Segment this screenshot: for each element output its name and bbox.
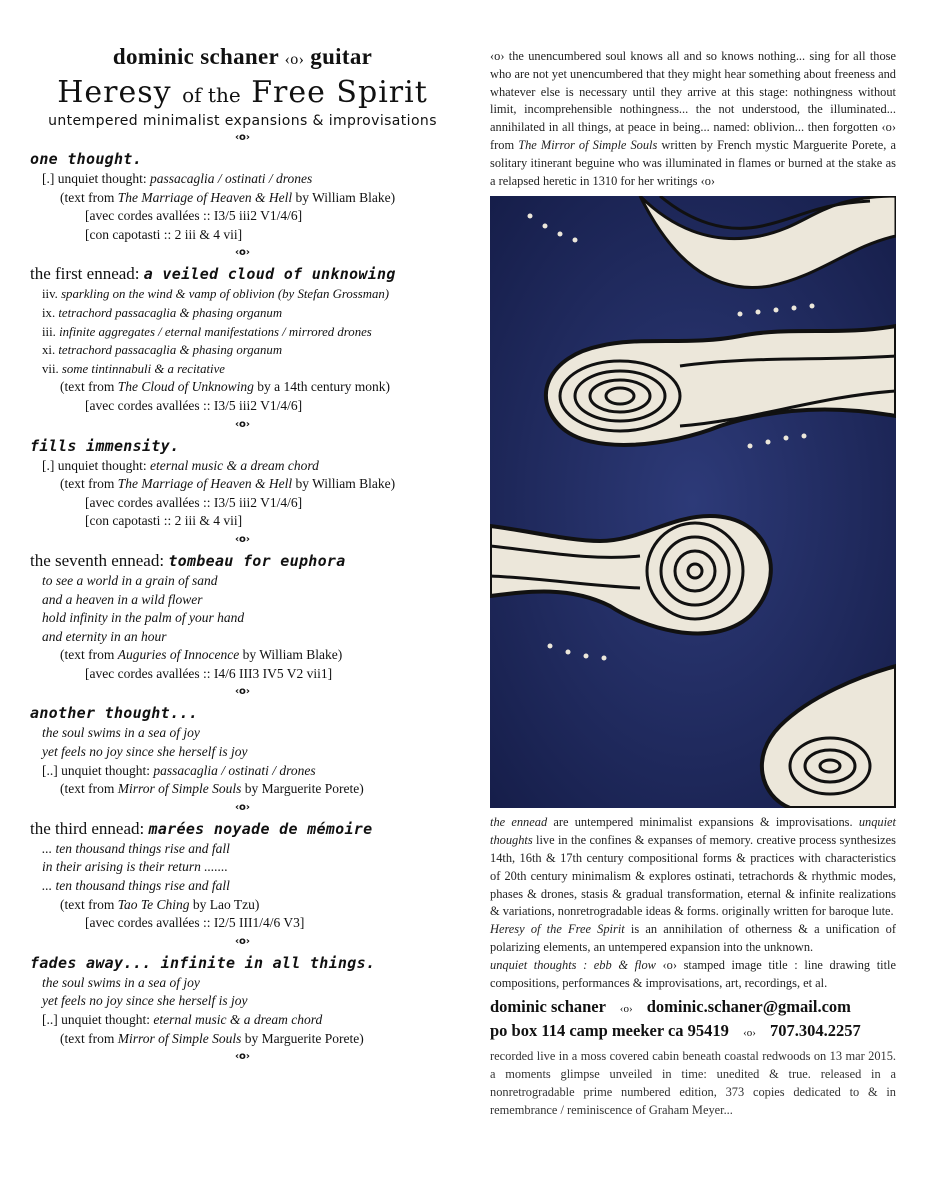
line-plain: [.] unquiet thought: — [42, 171, 150, 186]
section-heading-title: fills immensity. — [30, 436, 180, 455]
image-title-text: ‹o› stamped image title : line drawing title compositions, performances & improvisations, art, recordings, et al. — [490, 957, 896, 990]
contact-email[interactable]: dominic.schaner@gmail.com — [646, 997, 851, 1017]
section-line — [30, 378, 455, 397]
section-heading-prefix: the first ennead: — [30, 264, 144, 284]
track-section — [30, 952, 455, 1066]
section-line — [30, 914, 455, 933]
section-line — [30, 170, 455, 189]
section-separator: ‹o› — [234, 533, 251, 545]
section-heading-title: marées noyade de mémoire — [148, 819, 373, 838]
line-after: by William Blake) — [292, 189, 396, 205]
line-italic: tetrachord passacaglia & phasing organum — [58, 305, 283, 320]
contact-name: dominic schaner — [490, 997, 606, 1017]
line-after: by Marguerite Porete) — [241, 781, 364, 797]
line-plain: [..] unquiet thought: — [42, 762, 154, 778]
line-plain: iiv. — [42, 287, 62, 302]
line-italic: yet feels no joy since she herself is joy — [42, 744, 248, 760]
section-line — [30, 780, 455, 799]
section-heading — [30, 550, 455, 572]
section-line — [30, 475, 455, 494]
intro-paragraph — [490, 48, 896, 190]
section-separator: ‹o› — [234, 418, 251, 430]
line-plain: [con capotasti :: 2 iii & 4 vii] — [85, 226, 243, 242]
section-line — [30, 628, 455, 647]
section-line — [30, 189, 455, 208]
line-plain: vii. — [42, 361, 62, 376]
image-title: unquiet thoughts : ebb & flow — [490, 957, 656, 972]
line-italic: eternal music & a dream chord — [150, 457, 319, 473]
track-section — [30, 435, 455, 549]
line-italic: infinite aggregates / eternal manifestations / mirrored drones — [59, 324, 372, 339]
line-italic: and eternity in an hour — [42, 628, 167, 644]
section-line — [30, 304, 455, 323]
section-line — [30, 762, 455, 781]
line-italic: and a heaven in a wild flower — [42, 591, 203, 607]
heresy-title: Heresy of the Free Spirit — [490, 922, 625, 937]
line-plain: [avec cordes avallées :: I3/5 iii2 V1/4/6] — [85, 494, 303, 510]
section-line — [30, 974, 455, 993]
line-plain: (text from — [60, 647, 118, 663]
line-plain: (text from — [60, 1030, 118, 1046]
heresy-paragraph — [490, 921, 896, 957]
section-line — [30, 323, 455, 342]
line-italic: yet feels no joy since she herself is joy — [42, 993, 248, 1009]
line-after: by Lao Tzu) — [189, 896, 260, 912]
line-italic: in their arising is their return ....... — [42, 859, 228, 875]
section-heading-prefix: the third ennead: — [30, 818, 149, 838]
description-paragraph — [490, 814, 896, 921]
section-heading-title: fades away... infinite in all things. — [30, 953, 376, 972]
line-italic: Mirror of Simple Souls — [117, 781, 242, 797]
section-separator: ‹o› — [234, 1051, 251, 1063]
line-italic: Auguries of Innocence — [117, 647, 240, 663]
section-line — [30, 226, 455, 245]
section-line — [30, 285, 455, 304]
intro-book: The Mirror of Simple Souls — [518, 137, 658, 152]
line-italic: sparkling on the wind & vamp of oblivion (by Stefan Grossman) — [61, 287, 390, 302]
line-plain: [avec cordes avallées :: I4/6 III3 IV5 V2 vii1] — [85, 665, 333, 681]
performer-name: dominic schaner — [112, 44, 279, 69]
line-italic: the soul swims in a sea of joy — [42, 974, 200, 990]
line-plain: (text from — [60, 476, 118, 492]
line-italic: some tintinnabuli & a recitative — [61, 361, 225, 376]
section-line — [30, 494, 455, 513]
section-line — [30, 877, 455, 896]
section-heading — [30, 702, 455, 724]
section-heading — [30, 435, 455, 457]
section-line — [30, 360, 455, 379]
section-line — [30, 512, 455, 531]
desc-unquiet: unquiet thoughts — [490, 815, 896, 848]
desc-unquiet-text: live in the confines & expanses of memory. creative process synthesizes 14th, 16th & 17th century compositional forms & practices with characteristics of 20th century minimalism & explores ostinati, tetrachords & rhythmic modes, phases & drones, stasis & gradual transformation, eternal & infinite realizations & variations, nonretrogradable ideas & forms. originally written for baroque lute. — [490, 833, 896, 919]
line-after: by William Blake) — [292, 476, 396, 492]
section-heading — [30, 952, 455, 974]
line-plain: (text from — [60, 896, 118, 912]
contact-phone[interactable]: 707.304.2257 — [770, 1021, 861, 1041]
section-heading — [30, 148, 455, 170]
contact-separator-2: ‹o› — [743, 1027, 756, 1040]
line-after: by William Blake) — [239, 647, 343, 663]
section-line — [30, 341, 455, 360]
section-separator: ‹o› — [234, 935, 251, 947]
section-line — [30, 572, 455, 591]
title-main: Heresy — [57, 75, 172, 110]
line-plain: iii. — [42, 324, 60, 339]
line-italic: to see a world in a grain of sand — [42, 572, 218, 588]
desc-ennead-text: are untempered minimalist expansions & improvisations. — [547, 815, 859, 830]
separator-glyph: ‹o› — [284, 51, 305, 68]
title-of: of the — [182, 83, 241, 107]
section-line — [30, 1030, 455, 1049]
contact-address: po box 114 camp meeker ca 95419 — [490, 1021, 729, 1041]
section-line — [30, 207, 455, 226]
section-line — [30, 591, 455, 610]
line-after: by a 14th century monk) — [253, 379, 390, 395]
line-drawing-artwork — [490, 196, 896, 808]
line-italic: The Cloud of Unknowing — [117, 379, 254, 395]
album-subtitle: untempered minimalist expansions & improvisations — [48, 113, 437, 129]
contact-line-1 — [490, 996, 896, 1020]
line-italic: Mirror of Simple Souls — [117, 1030, 242, 1046]
section-line — [30, 992, 455, 1011]
left-column — [30, 44, 455, 1066]
intro-from: from — [490, 137, 519, 152]
line-plain: [..] unquiet thought: — [42, 1012, 154, 1027]
performer-line — [30, 44, 455, 70]
image-title-paragraph — [490, 957, 896, 993]
line-italic: Tao Te Ching — [117, 896, 190, 912]
line-plain: (text from — [60, 781, 118, 797]
line-italic: ... ten thousand things rise and fall — [42, 878, 230, 894]
section-line — [30, 896, 455, 915]
section-heading-prefix: the seventh ennead: — [30, 550, 169, 570]
section-line — [30, 609, 455, 628]
section-line — [30, 724, 455, 743]
line-italic: ... ten thousand things rise and fall — [42, 840, 230, 856]
intro-text: ‹o› the unencumbered soul knows all and so knows nothing... sing for all those who are not yet unencumbered that they might hear something about freeness and whatever else is necessary until they arrive at this stage: nothingness without limit, incomprehensible nothingness... the not understood, the illuminated... annihilated in all things, at peace in being... named: oblivion... then forgotten ‹o› — [490, 49, 896, 135]
line-plain: [.] unquiet thought: — [42, 457, 150, 473]
section-line — [30, 397, 455, 416]
line-italic: The Marriage of Heaven & Hell — [117, 189, 293, 205]
line-italic: hold infinity in the palm of your hand — [42, 610, 245, 626]
section-heading — [30, 818, 455, 840]
album-title — [30, 76, 455, 112]
section-line — [30, 646, 455, 665]
line-italic: passacaglia / ostinati / drones — [150, 171, 313, 186]
line-plain: [con capotasti :: 2 iii & 4 vii] — [85, 513, 243, 529]
desc-ennead: the ennead — [490, 815, 548, 830]
track-sections — [30, 148, 455, 1066]
section-line — [30, 665, 455, 684]
section-heading — [30, 263, 455, 285]
recording-note: recorded live in a moss covered cabin beneath coastal redwoods on 13 mar 2015. a moments glimpse unveiled in time: unedited & true. released in a nonretrogradable prime numbered edition, 373 copies dedicated to & in remembrance / reminiscence of Graham Meyer... — [490, 1049, 896, 1117]
section-line — [30, 840, 455, 859]
section-separator: ‹o› — [234, 247, 251, 259]
line-plain: (text from — [60, 379, 118, 395]
line-italic: passacaglia / ostinati / drones — [153, 762, 316, 778]
title-end: Free Spirit — [251, 75, 428, 110]
track-section — [30, 148, 455, 262]
line-plain: [avec cordes avallées :: I3/5 iii2 V1/4/6] — [85, 208, 303, 224]
section-line — [30, 457, 455, 476]
section-heading-title: a veiled cloud of unknowing — [143, 265, 396, 284]
line-italic: eternal music & a dream chord — [153, 1012, 323, 1027]
right-column — [490, 48, 896, 1120]
line-plain: (text from — [60, 189, 118, 205]
contact-separator: ‹o› — [619, 1003, 633, 1016]
heresy-text: is an annihilation of otherness & a unification of polarizing elements, an untempered expansion into the unknown. — [490, 922, 896, 954]
line-italic: the soul swims in a sea of joy — [42, 725, 200, 741]
section-line — [30, 1011, 455, 1030]
track-section — [30, 263, 455, 433]
section-separator: ‹o› — [234, 801, 251, 813]
section-heading-title: another thought... — [30, 704, 198, 723]
line-italic: The Marriage of Heaven & Hell — [117, 476, 293, 492]
instrument: guitar — [310, 44, 373, 69]
intro-rest: written by French mystic Marguerite Porete, a solitary itinerant beguine who was illuminated in flames or burned at the stake as a relapsed heretic in 1310 for her writings ‹o› — [490, 137, 896, 188]
section-heading-title: tombeau for euphora — [168, 551, 346, 570]
section-line — [30, 858, 455, 877]
section-line — [30, 743, 455, 762]
line-plain: [avec cordes avallées :: I2/5 III1/4/6 V3] — [85, 915, 305, 931]
line-italic: tetrachord passacaglia & phasing organum — [58, 343, 283, 358]
section-heading-title: one thought. — [30, 150, 142, 168]
section-separator: ‹o› — [234, 132, 251, 143]
line-plain: xi. — [42, 343, 59, 358]
section-separator: ‹o› — [234, 686, 251, 698]
track-section — [30, 818, 455, 951]
line-plain: [avec cordes avallées :: I3/5 iii2 V1/4/6] — [85, 397, 303, 413]
contact-line-2 — [490, 1020, 896, 1044]
track-section — [30, 550, 455, 702]
track-section — [30, 702, 455, 816]
line-after: by Marguerite Porete) — [241, 1030, 364, 1046]
line-plain: ix. — [42, 305, 59, 320]
